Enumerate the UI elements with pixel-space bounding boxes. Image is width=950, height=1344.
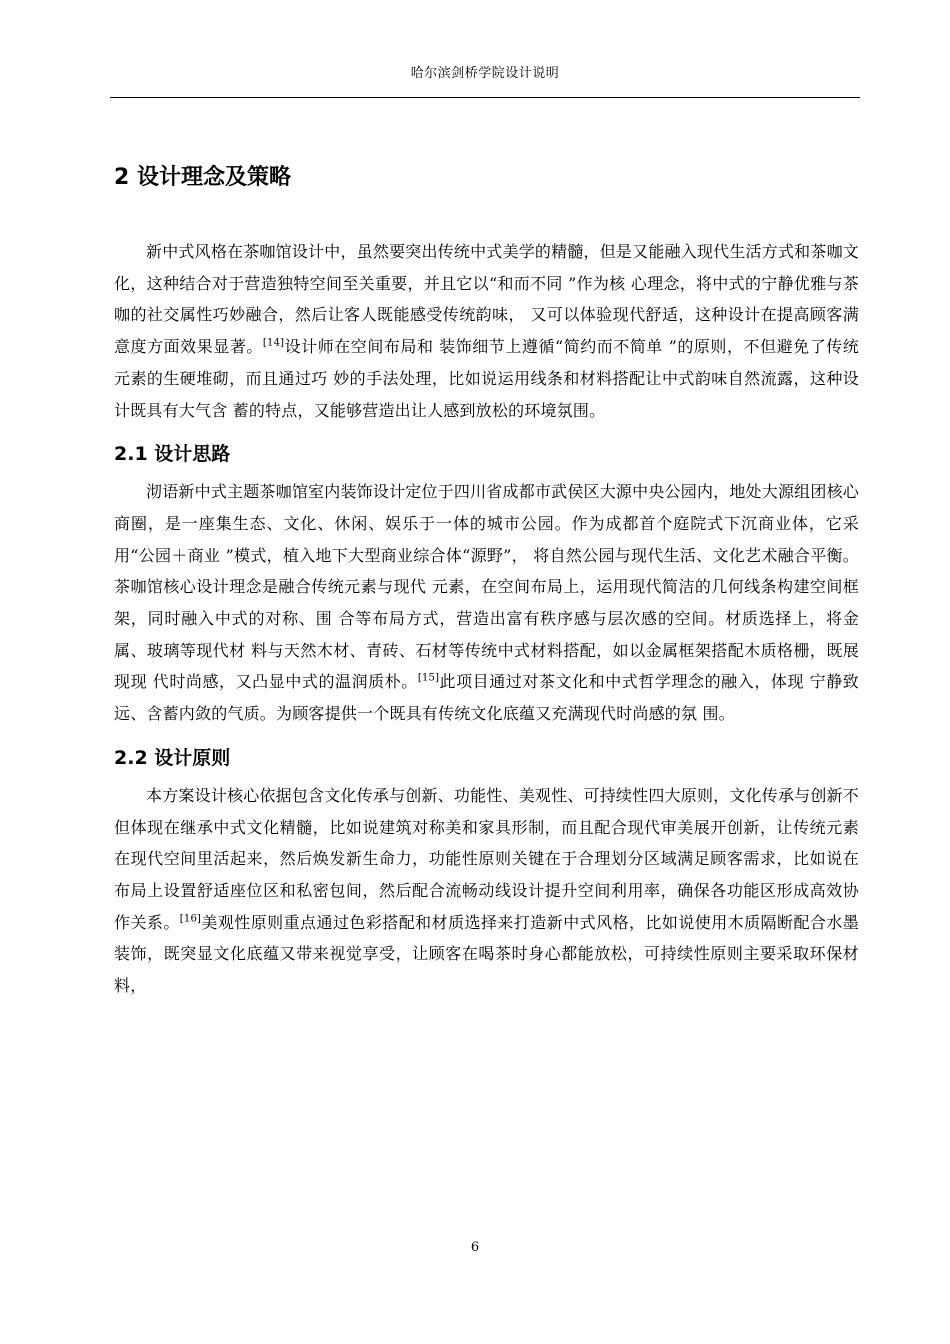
citation-14: [14] <box>262 337 285 349</box>
design-principles-paragraph <box>114 780 859 1002</box>
running-header: 哈尔滨剑桥学院设计说明 <box>410 66 560 81</box>
design-principles-text-part-1: 本方案设计核心依据包含文化传承与创新、功能性、美观性、可持续性四大原则，文化传承与创新不但体现在继承中式文化精髓，比如说建筑对称美和家具形制，而且配合现代审美展开创新，让传统元素在现代空间里活起来，然后焕发新生命力，功能性原则关键在于合理划分区域满足顾客需求，比如说在布局上设置舒适座位区和私密包间，然后配合流畅动线设计提升空间利用率，确保各功能区形成高效协作关系。 <box>114 785 859 932</box>
page-number: 6 <box>470 1240 480 1255</box>
intro-text-part-2: 设计师在空间布局和 装饰细节上遵循“简约而不简单 ”的原则，不但避免了传统元素的生硬堆砌，而且通过巧 妙的手法处理，比如说运用线条和材料搭配让中式韵味自然流露，这种设计既具有大气含 蓄的特点，又能够营造出让人感到放松的环境氛围。 <box>114 337 859 420</box>
chapter-title: 2 设计理念及策略 <box>114 165 291 190</box>
citation-16: [16] <box>179 913 202 925</box>
intro-text-part-1: 新中式风格在茶咖馆设计中，虽然要突出传统中式美学的精髓，但是又能融入现代生活方式和茶咖文化，这种结合对于营造独特空间至关重要，并且它以“和而不同 ”作为核 心理念，将中式的宁静优雅与茶咖的社交属性巧妙融合，然后让客人既能感受传统韵味， 又可以体验现代舒适，这种设计在提高顾客满意度方面效果显著。 <box>114 242 859 357</box>
section-title-design-approach: 2.1 设计思路 <box>114 443 231 466</box>
design-approach-paragraph <box>114 476 859 730</box>
citation-15: [15] <box>417 673 440 685</box>
design-approach-text-part-2: 此项目通过对茶文化和中式哲学理念的融入，体现 宁静致远、含蓄内敛的气质。为顾客提供一个既具有传统文化底蕴又充满现代时尚感的氛 围。 <box>114 672 859 724</box>
section-title-design-principles: 2.2 设计原则 <box>114 746 231 769</box>
design-principles-text-part-2: 美观性原则重点通过色彩搭配和材质选择来打造新中式风格，比如说使用木质隔断配合水墨装饰，既突显文化底蕴又带来视觉享受，让顾客在喝茶时身心都能放松，可持续性原则主要采取环保材料， <box>114 912 859 996</box>
header-rule <box>110 97 860 98</box>
page-content <box>114 160 859 1002</box>
intro-paragraph <box>114 236 859 426</box>
design-approach-text-part-1: 沏语新中式主题茶咖馆室内装饰设计定位于四川省成都市武侯区大源中央公园内，地处大源组团核心商圈，是一座集生态、文化、休闲、娱乐于一体的城市公园。作为成都首个庭院式下沉商业体，它采用“公园＋商业 ”模式，植入地下大型商业综合体“源野”， 将自然公园与现代生活、文化艺术融合平衡。茶咖馆核心设计理念是融合传统元素与现代 元素，在空间布局上，运用现代简洁的几何线条构建空间框架，同时融入中式的对称、围 合等布局方式，营造出富有秩序感与层次感的空间。材质选择上，将金属、玻璃等现代材 料与天然木材、青砖、石材等传统中式材料搭配，如以金属框架搭配木质格栅，既展现现 代时尚感，又凸显中式的温润质朴。 <box>114 482 859 692</box>
